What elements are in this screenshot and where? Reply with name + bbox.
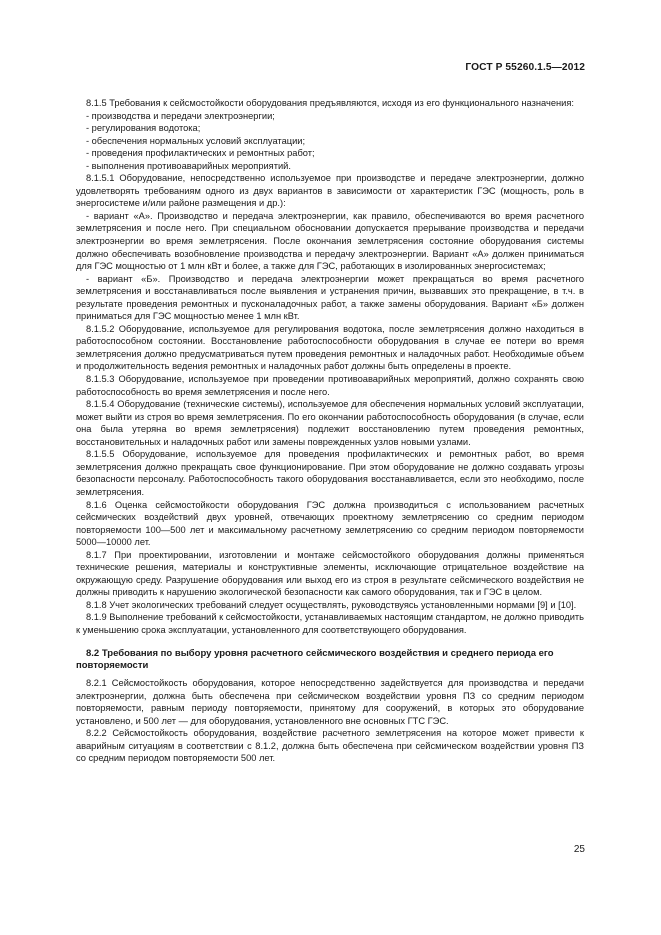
- paragraph-8-1-8: 8.1.8 Учет экологических требований следует осуществлять, руководствуясь установленными нормами [9] и [10].: [86, 599, 577, 610]
- page-number: 25: [573, 844, 585, 855]
- variant-a-paragraph: - вариант «А». Производство и передача электроэнергии, как правило, обеспечиваются во время расчетного землетрясения и после него. При специальном обосновании допускается прерывание производства и передачи электроэнергии во время землетрясения. После окончания землетрясения состояние оборудования системы должно обеспечивать возобновление производства и передачу электроэнергии. Вариант «А» должен приниматься для ГЭС мощностью от 1 млн кВт и более, а также для ГЭС, работающих в изолированных энергосистемах;: [76, 210, 584, 272]
- paragraph-8-1-5-5: 8.1.5.5 Оборудование, используемое для проведения профилактических и ремонтных работ, во время землетрясения должно прекращать свое функционирование. При этом оборудование не должно создавать угрозы безопасности персоналу. Работоспособность такого оборудования восстанавливается, если это необходимо, после землетрясения.: [76, 449, 584, 497]
- list-item: - выполнения противоаварийных мероприятий.: [86, 160, 291, 171]
- paragraph-8-1-5: 8.1.5 Требования к сейсмостойкости оборудования предъявляются, исходя из его функционального назначения:: [86, 98, 574, 108]
- paragraph-8-1-6: 8.1.6 Оценка сейсмостойкости оборудования ГЭС должна производиться с использованием расчетных сейсмических воздействий двух уровней, отвечающих проектному землетрясению со средним периодом повторяемости 100—500 лет и максимальному расчетному землетрясению со средним периодом повторяемости 5000—10000 лет.: [76, 499, 584, 548]
- paragraph-8-2-2: 8.2.2 Сейсмостойкость оборудования, воздействие расчетного землетрясения на которое может привести к аварийным ситуациям в соответствии с 8.1.2, должна быть обеспечена при сейсмическом воздействии уровня ПЗ со средним периодом повторяемости 500 лет.: [76, 728, 584, 764]
- paragraph-8-1-5-2: 8.1.5.2 Оборудование, используемое для регулирования водотока, после землетрясения должно находиться в работоспособном состоянии. Восстановление работоспособности оборудования в случае ее потери во время землетрясения должно предусматриваться путем проведения ремонтных и наладочных работ. Необходимые объем и продолжительность ведения ремонтных и наладочных работ должны быть определены в проекте.: [76, 323, 584, 372]
- list-item: - производства и передачи электроэнергии;: [86, 110, 275, 121]
- paragraph-8-1-5-3: 8.1.5.3 Оборудование, используемое при проведении противоаварийных мероприятий, должно сохранять свою работоспособность во время землетрясения и после него.: [76, 374, 584, 397]
- list-item: - проведения профилактических и ремонтных работ;: [86, 148, 315, 159]
- section-heading-8-2: 8.2 Требования по выбору уровня расчетного сейсмического воздействия и среднего периода его повторяемости: [76, 647, 554, 672]
- paragraph-8-1-5-4: 8.1.5.4 Оборудование (технические системы), используемое для обеспечения нормальных условий эксплуатации, может выйти из строя во время землетрясения. По его окончании работоспособность оборудования (в случае, если она была утеряна во время землетрясения) подлежит восстановлению путем проведения ремонтных, восстановительных и наладочных работ или замены поврежденных узлов новыми узлами.: [76, 399, 584, 447]
- list-item: - регулирования водотока;: [86, 123, 201, 134]
- list-item: - обеспечения нормальных условий эксплуатации;: [86, 135, 306, 146]
- document-standard-code: ГОСТ Р 55260.1.5—2012: [465, 62, 585, 73]
- variant-b-paragraph: - вариант «Б». Производство и передача электроэнергии может прекращаться во время расчетного землетрясения и восстанавливаться после выявления и устранения причин, вызвавших это прекращение, в т.ч. в результате проведения ремонтных и пусконаладочных работ, а также замены оборудования. Вариант «Б» должен приниматься для ГЭС мощностью менее 1 млн кВт.: [76, 273, 584, 322]
- document-body: [76, 97, 584, 765]
- paragraph-8-2-1: 8.2.1 Сейсмостойкость оборудования, которое непосредственно задействуется для производства и передачи электроэнергии, должна быть обеспечена при сейсмическом воздействии уровня ПЗ со средним периодом повторяемости, равным периоду повторяемости, принятому для сооружений, в которых это оборудование установлено, и 500 лет — для оборудования, установленного вне основных ГТС ГЭС.: [76, 678, 584, 726]
- paragraph-8-1-9: 8.1.9 Выполнение требований к сейсмостойкости, устанавливаемых настоящим стандартом, не должно приводить к уменьшению срока эксплуатации, установленного для соответствующего оборудования.: [76, 612, 584, 635]
- paragraph-8-1-7: 8.1.7 При проектировании, изготовлении и монтаже сейсмостойкого оборудования должны применяться технические решения, материалы и конструктивные элементы, исключающие отрицательное воздействие на окружающую среду. Разрушение оборудования или выход его из строя в результате сейсмического воздействия не должны приводить к нарушению экологической безопасности как самого оборудования, так и ГЭС в целом.: [76, 549, 584, 598]
- paragraph-8-1-5-1: 8.1.5.1 Оборудование, непосредственно используемое при производстве и передаче электроэнергии, должно удовлетворять требованиям одного из двух вариантов в зависимости от характеристик ГЭС (мощность, роль в энергосистеме и/или районе размещения и др.):: [76, 173, 584, 209]
